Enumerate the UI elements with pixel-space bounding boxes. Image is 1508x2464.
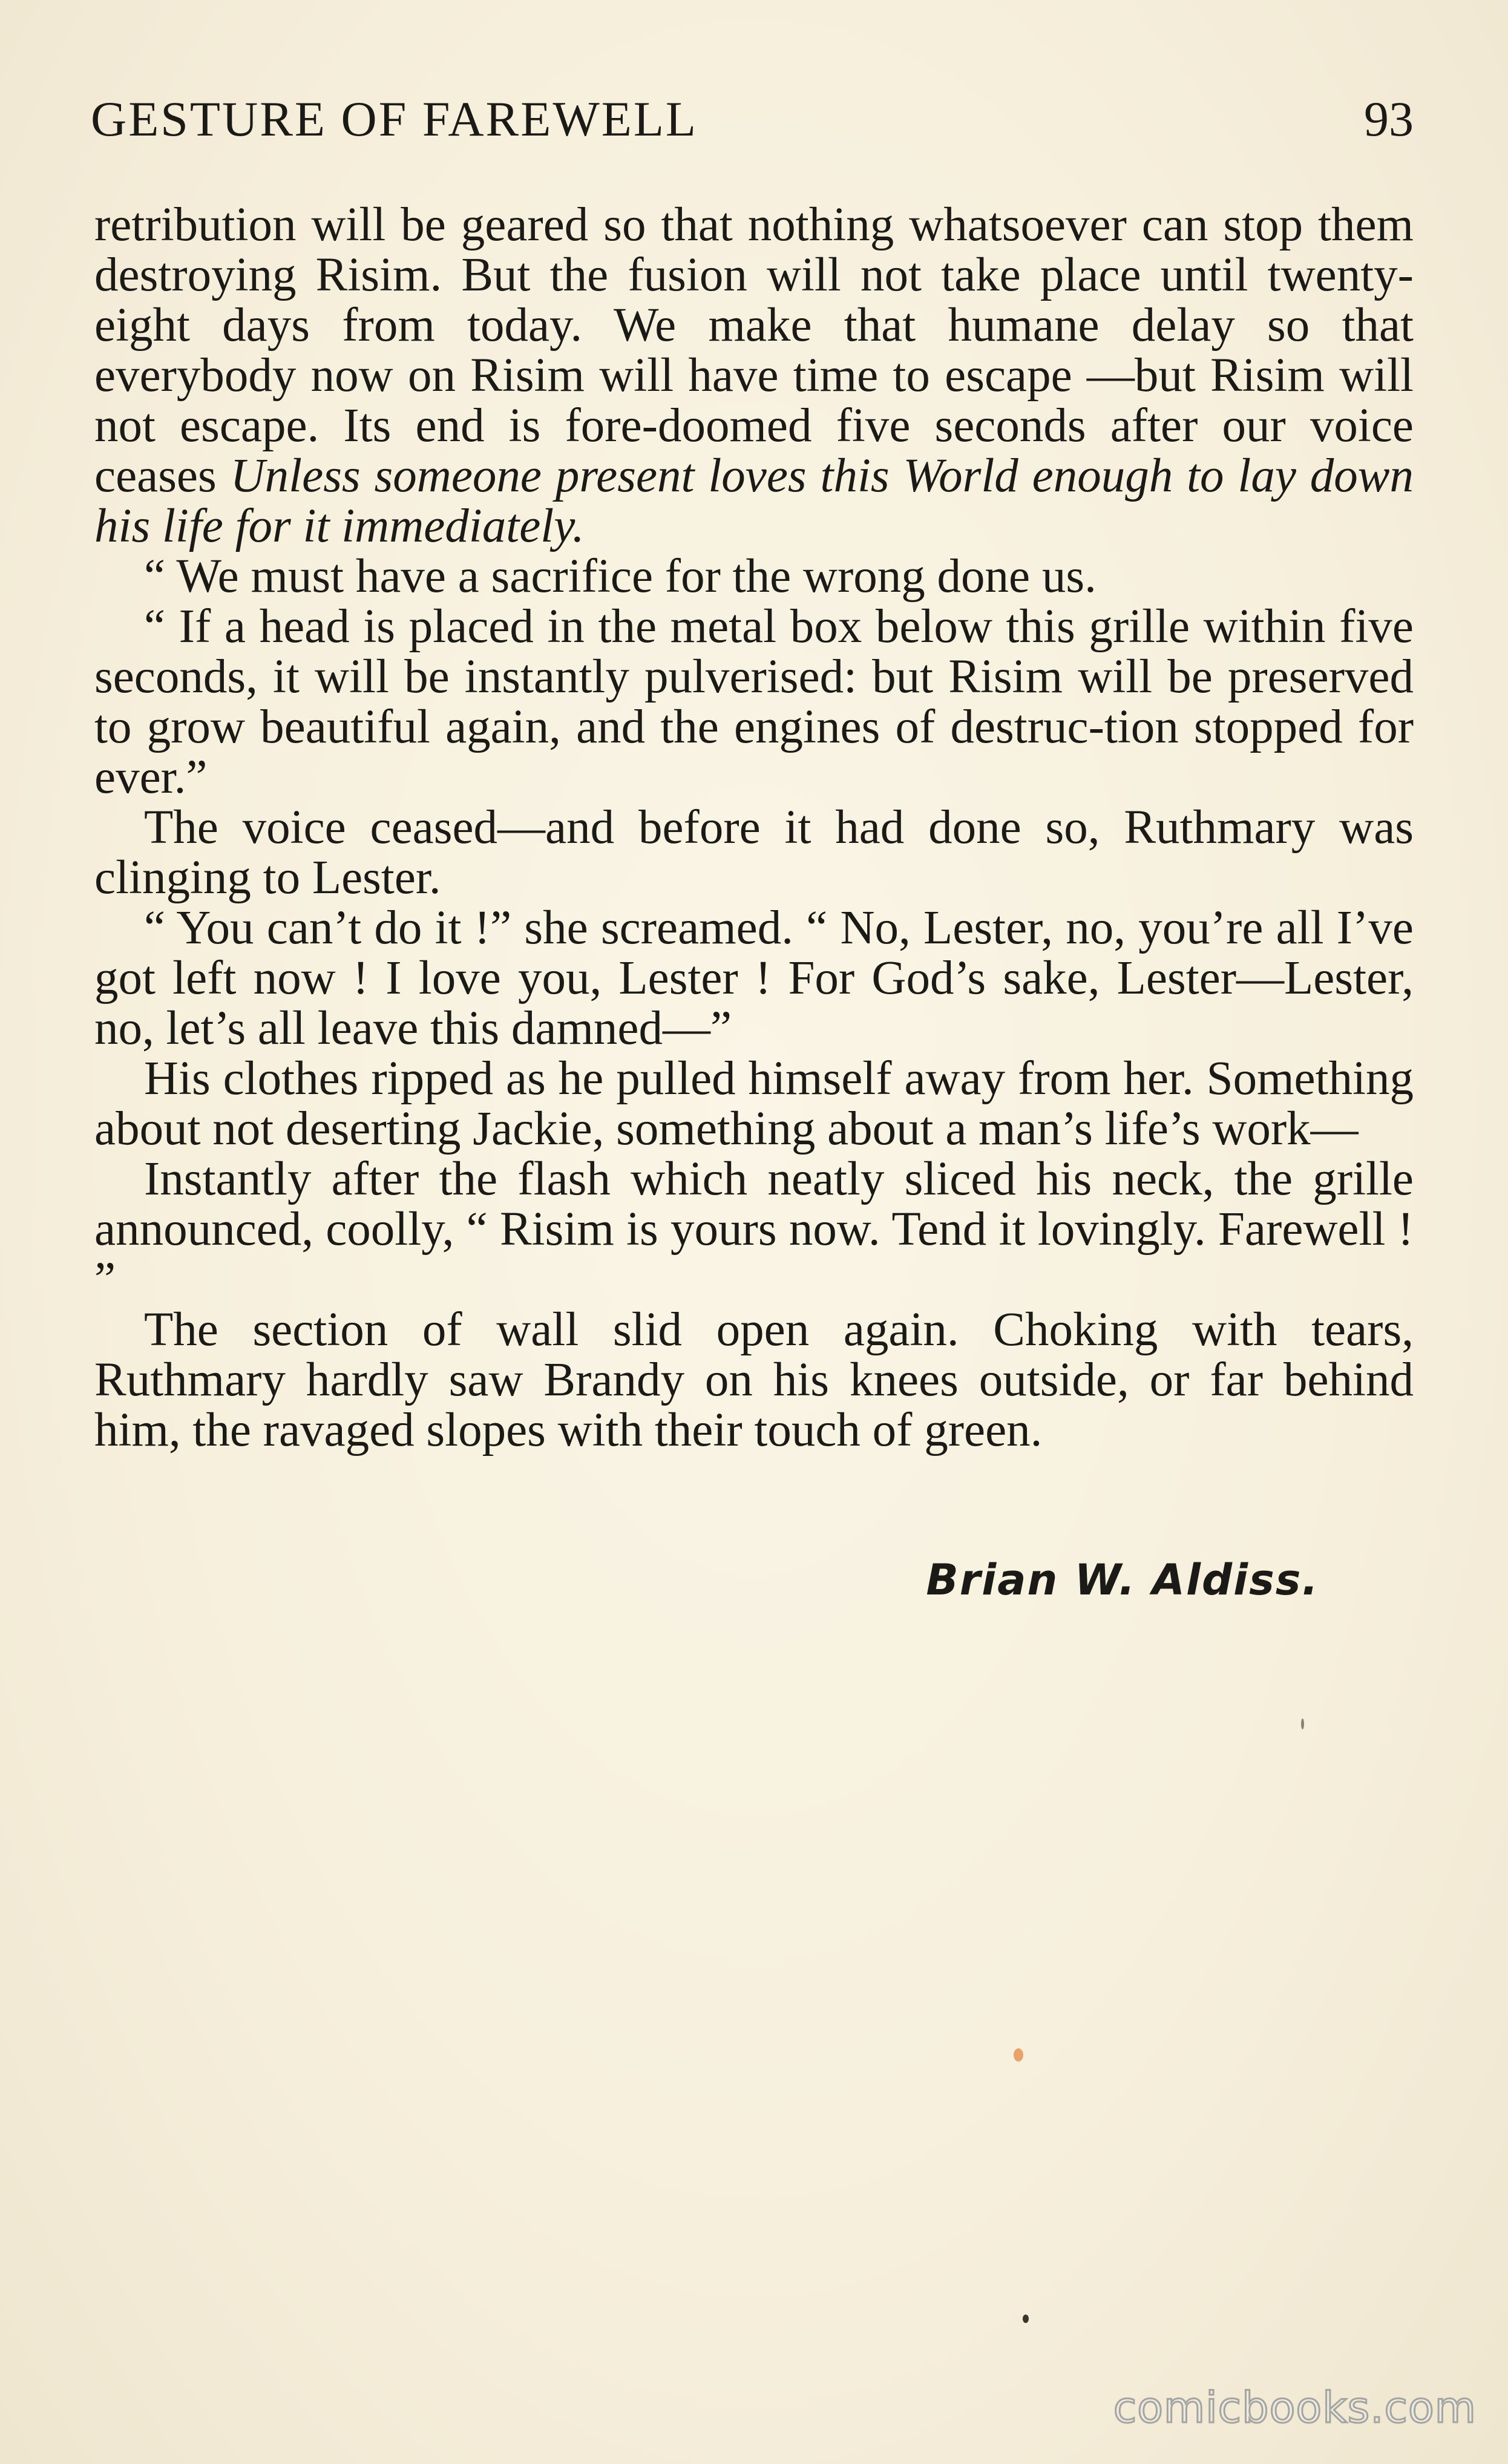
paper-speck <box>1301 1719 1304 1729</box>
paragraph-8: The section of wall slid open again. Choking with tears, Ruthmary hardly saw Brandy on his knees outside, or far behind him, the ravaged slopes with their touch of green. <box>94 1303 1414 1456</box>
page-number: 93 <box>1364 91 1414 146</box>
paragraph-1 <box>94 200 1414 551</box>
paper-speck <box>1023 2315 1029 2323</box>
paper-speck <box>1014 2048 1023 2062</box>
paragraph-2: “ We must have a sacrifice for the wrong done us. <box>144 550 1097 603</box>
story-text <box>94 200 1414 1455</box>
author-signature: Brian W. Aldiss. <box>926 1555 1319 1605</box>
paragraph-1-text: retribution will be geared so that nothing whatsoever can stop them destroying Risim. But the fusion will not take place until twenty-eight days from today. We make that humane delay so that everybody now on Risim will have time to escape —but Risim will not escape. Its end is fore-doomed five seconds after our voice ceases <box>94 198 1414 502</box>
paragraph-3: “ If a head is placed in the metal box below this grille within five seconds, it will be instantly pulverised: but Risim will be preserved to grow beautiful again, and the engines of destruc-tion stopped for ever.” <box>94 600 1414 804</box>
paragraph-5: “ You can’t do it !” she screamed. “ No, Lester, no, you’re all I’ve got left now ! I love you, Lester ! For God’s sake, Lester—Lester, no, let’s all leave this damned—” <box>94 902 1414 1055</box>
paragraph-1-italic: Unless someone present loves this World enough to lay down his life for it immediately. <box>94 450 1414 552</box>
watermark-logo: comicbooks.com <box>1113 2383 1477 2433</box>
paragraph-6: His clothes ripped as he pulled himself away from her. Something about not deserting Jackie, something about a man’s life’s work— <box>94 1052 1414 1155</box>
paragraph-4: The voice ceased—and before it had done so, Ruthmary was clinging to Lester. <box>94 801 1414 904</box>
paragraph-7: Instantly after the flash which neatly sliced his neck, the grille announced, coolly, “ Risim is yours now. Tend it lovingly. Farewell ! ” <box>94 1153 1414 1306</box>
running-header <box>91 91 1414 157</box>
running-title: GESTURE OF FAREWELL <box>91 91 698 146</box>
